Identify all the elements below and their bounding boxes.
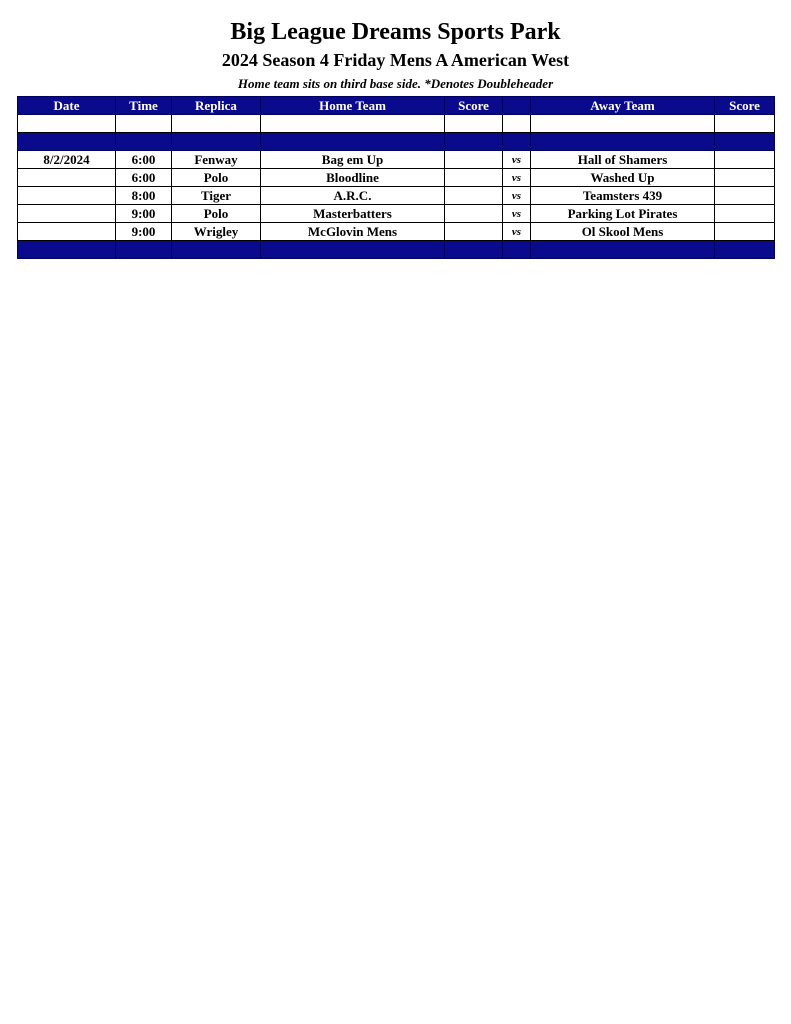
game-replica: Tiger [172,187,261,205]
game-row [18,151,775,169]
away-team: Ol Skool Mens [531,223,715,241]
away-score [715,205,775,223]
col-away-score-header: Score [715,97,775,115]
band-cell [116,241,172,259]
away-score [715,169,775,187]
band-cell [445,133,503,151]
game-date [18,223,116,241]
schedule-subtitle: 2024 Season 4 Friday Mens A American West [221,50,570,70]
band-cell [18,133,116,151]
home-score [445,151,503,169]
game-date: 8/2/2024 [18,151,116,169]
away-team: Washed Up [531,169,715,187]
game-replica: Fenway [172,151,261,169]
col-time-header: Time [116,97,172,115]
home-score [445,223,503,241]
game-row [18,205,775,223]
band-cell [445,241,503,259]
band-cell [172,133,261,151]
col-home-team-header: Home Team [261,97,445,115]
empty-cell [503,115,531,133]
header-row [18,97,775,115]
band-cell [715,133,775,151]
vs-label: vs [503,169,531,187]
col-date-header: Date [18,97,116,115]
separator-band [18,133,775,151]
band-cell [261,241,445,259]
home-score [445,187,503,205]
band-cell [531,133,715,151]
home-team: A.R.C. [261,187,445,205]
game-time: 9:00 [116,205,172,223]
band-cell [172,241,261,259]
col-replica-header: Replica [172,97,261,115]
empty-cell [116,115,172,133]
page-title: Big League Dreams Sports Park [230,19,561,45]
home-team: Bloodline [261,169,445,187]
empty-cell [715,115,775,133]
empty-cell [531,115,715,133]
vs-label: vs [503,187,531,205]
band-cell [261,133,445,151]
home-team: Masterbatters [261,205,445,223]
col-vs-header [503,97,531,115]
game-time: 9:00 [116,223,172,241]
empty-cell [445,115,503,133]
col-away-team-header: Away Team [531,97,715,115]
game-time: 6:00 [116,169,172,187]
vs-label: vs [503,223,531,241]
home-team: Bag em Up [261,151,445,169]
col-home-score-header: Score [445,97,503,115]
home-team: McGlovin Mens [261,223,445,241]
vs-label: vs [503,151,531,169]
home-score [445,205,503,223]
schedule-note: Home team sits on third base side. *Denotes Doubleheader [237,76,554,91]
game-row [18,187,775,205]
band-cell [531,241,715,259]
home-score [445,169,503,187]
empty-cell [172,115,261,133]
empty-cell [18,115,116,133]
vs-label: vs [503,205,531,223]
empty-cell [261,115,445,133]
game-time: 6:00 [116,151,172,169]
game-replica: Polo [172,169,261,187]
game-replica: Wrigley [172,223,261,241]
schedule-table [17,96,775,259]
spacer-row [18,115,775,133]
game-row [18,169,775,187]
away-team: Teamsters 439 [531,187,715,205]
game-date [18,187,116,205]
game-row [18,223,775,241]
game-replica: Polo [172,205,261,223]
band-cell [503,241,531,259]
game-time: 8:00 [116,187,172,205]
away-score [715,187,775,205]
game-date [18,205,116,223]
band-cell [503,133,531,151]
away-score [715,223,775,241]
band-cell [715,241,775,259]
away-score [715,151,775,169]
band-cell [116,133,172,151]
away-team: Parking Lot Pirates [531,205,715,223]
band-cell [18,241,116,259]
game-date [18,169,116,187]
away-team: Hall of Shamers [531,151,715,169]
footer-band [18,241,775,259]
